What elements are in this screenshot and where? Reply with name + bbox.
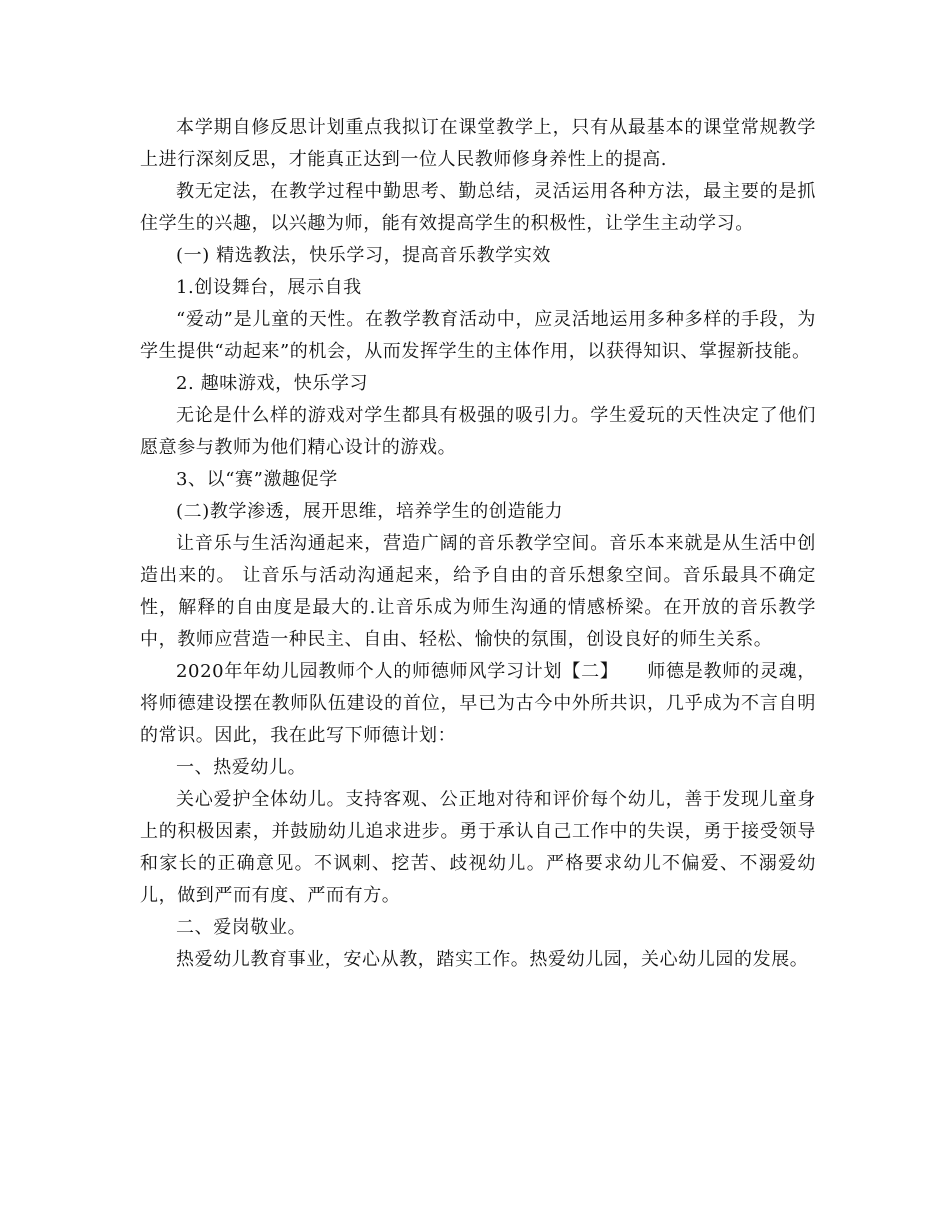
heading-item-competition: 3、以“赛”激趣促学 (176, 469, 338, 490)
heading-love-work: 二、爱岗敬业。 (176, 917, 307, 938)
heading-section-two: (二)教学渗透，展开思维，培养学生的创造能力 (176, 501, 564, 522)
heading-item-stage: 1.创设舞台，展示自我 (176, 277, 362, 298)
paragraph-active-nature: “爱动”是儿童的天性。在教学教育活动中，应灵活地运用多种多样的手段，为学生提供“动起来”的机会，从而发挥学生的主体作用，以获得知识、掌握新技能。 (140, 309, 816, 362)
paragraph-games: 无论是什么样的游戏对学生都具有极强的吸引力。学生爱玩的天性决定了他们愿意参与教师为他们精心设计的游戏。 (140, 405, 816, 458)
document-body (140, 112, 816, 976)
heading-item-games: 2. 趣味游戏，快乐学习 (176, 373, 369, 394)
heading-love-children: 一、热爱幼儿。 (176, 757, 307, 778)
paragraph-care-children: 关心爱护全体幼儿。支持客观、公正地对待和评价每个幼儿，善于发现儿童身上的积极因素，并鼓励幼儿追求进步。勇于承认自己工作中的失误，勇于接受领导和家长的正确意见。不讽刺、挖苦、歧视幼儿。严格要求幼儿不偏爱、不溺爱幼儿，做到严而有度、严而有方。 (140, 789, 816, 906)
paragraph-teaching-method: 教无定法，在教学过程中勤思考、勤总结，灵活运用各种方法，最主要的是抓住学生的兴趣，以兴趣为师，能有效提高学生的积极性，让学生主动学习。 (140, 181, 816, 234)
paragraph-music-life: 让音乐与生活沟通起来，营造广阔的音乐教学空间。音乐本来就是从生活中创造出来的。 让音乐与活动沟通起来，给予自由的音乐想象空间。音乐最具不确定性，解释的自由度是最大的.让音乐成为师生沟通的情感桥梁。在开放的音乐教学中，教师应营造一种民主、自由、轻松、愉快的氛围，创设良好的师生关系。 (140, 533, 816, 650)
paragraph-ethics-plan-intro: 2020年年幼儿园教师个人的师德师风学习计划【二】 师德是教师的灵魂，将师德建设摆在教师队伍建设的首位，早已为古今中外所共识，几乎成为不言自明的常识。因此，我在此写下师德计划： (140, 661, 816, 746)
paragraph-reflection-plan: 本学期自修反思计划重点我拟订在课堂教学上，只有从最基本的课堂常规教学上进行深刻反思，才能真正达到一位人民教师修身养性上的提高. (140, 117, 816, 170)
heading-section-one: (一) 精选教法，快乐学习，提高音乐教学实效 (176, 245, 551, 266)
paragraph-dedication: 热爱幼儿教育事业，安心从教，踏实工作。热爱幼儿园，关心幼儿园的发展。 (176, 949, 809, 970)
